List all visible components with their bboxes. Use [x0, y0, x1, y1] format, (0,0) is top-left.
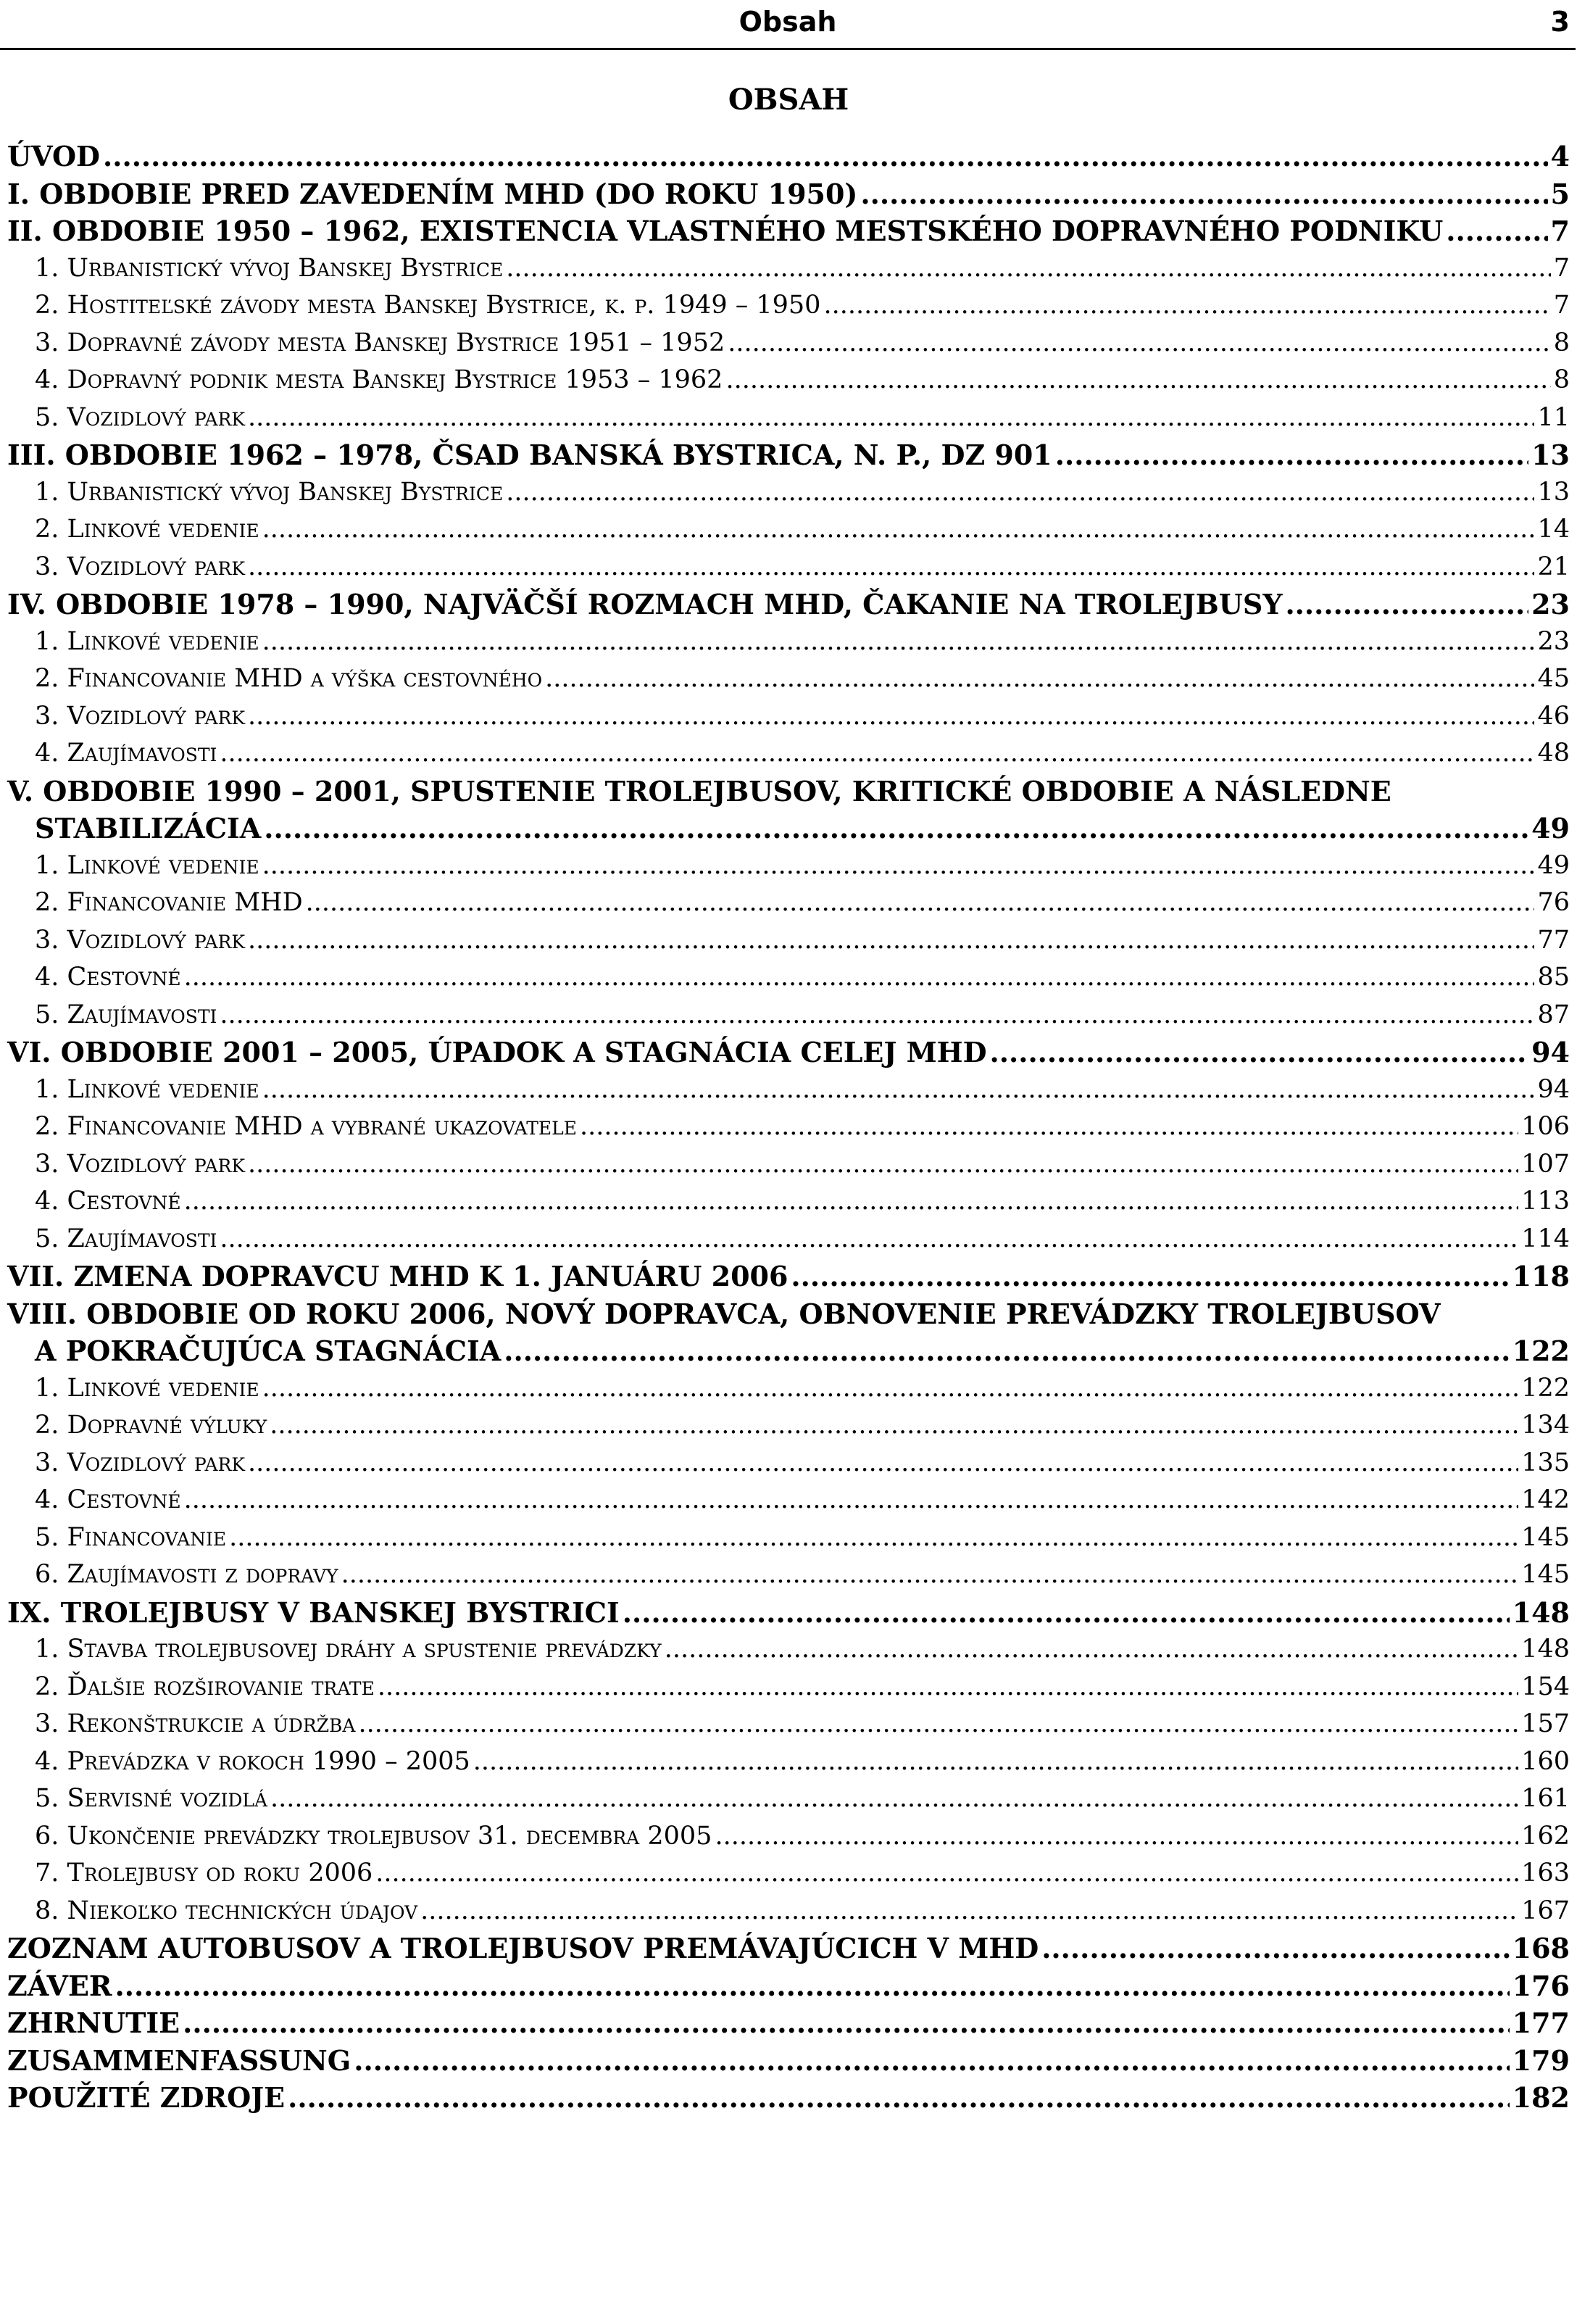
toc-page-number: 177 [1512, 2006, 1570, 2039]
toc-subentry[interactable] [7, 1855, 1570, 1893]
toc-leader-dots [506, 474, 1534, 512]
toc-entry-label: 1. Urbanistický vývoj Banskej Bystrice [35, 253, 504, 283]
toc-subentry[interactable] [7, 1519, 1570, 1557]
toc-entry-label: POUŽITÉ ZDROJE [7, 2081, 286, 2114]
toc-chapter-entry[interactable] [7, 175, 1570, 213]
toc-subentry[interactable] [7, 1780, 1570, 1818]
table-of-contents [7, 138, 1570, 2117]
toc-chapter-entry[interactable] [7, 138, 1570, 175]
toc-page-number: 157 [1521, 1709, 1570, 1738]
toc-page-number: 46 [1537, 701, 1570, 731]
toc-page-number: 122 [1521, 1373, 1570, 1403]
toc-page-number: 21 [1537, 552, 1570, 581]
toc-page-number: 148 [1512, 1595, 1570, 1629]
toc-leader-dots [248, 1146, 1518, 1184]
toc-entry-label: 4. Cestovné [35, 1187, 181, 1216]
toc-chapter-entry[interactable] [7, 773, 1570, 847]
toc-leader-dots [306, 884, 1535, 922]
toc-subentry[interactable] [7, 1743, 1570, 1781]
toc-page-number: 135 [1521, 1448, 1570, 1477]
toc-leader-dots [860, 175, 1547, 213]
toc-page-number: 8 [1553, 365, 1570, 394]
toc-entry-label: 3. Dopravné závody mesta Banskej Bystrice 1951 – 1952 [35, 328, 725, 357]
toc-leader-dots [506, 250, 1550, 288]
toc-page-number: 49 [1537, 850, 1570, 880]
toc-page-number: 48 [1537, 739, 1570, 768]
toc-chapter-entry[interactable] [7, 1295, 1570, 1370]
toc-entry-label: 3. Vozidlový park [35, 1149, 246, 1179]
toc-entry-label: III. OBDOBIE 1962 – 1978, ČSAD BANSKÁ BYSTRICA, N. P., DZ 901 [7, 439, 1052, 471]
toc-page-number: 4 [1550, 140, 1570, 173]
toc-page-number: 5 [1550, 177, 1570, 210]
toc-entry-line2 [7, 810, 1570, 847]
toc-page-number: 49 [1531, 812, 1570, 844]
toc-page-number: 13 [1531, 439, 1570, 471]
toc-page-number: 7 [1550, 215, 1570, 247]
toc-subentry[interactable] [7, 698, 1570, 736]
toc-page-number: 23 [1537, 626, 1570, 656]
toc-page-number: 145 [1521, 1522, 1570, 1552]
toc-page-number: 162 [1521, 1821, 1570, 1851]
toc-subentry[interactable] [7, 1183, 1570, 1221]
toc-subentry[interactable] [7, 250, 1570, 288]
toc-chapter-entry[interactable] [7, 212, 1570, 250]
toc-leader-dots [545, 660, 1534, 698]
toc-leader-dots [791, 1258, 1509, 1295]
toc-entry-label: 2. Linkové vedenie [35, 515, 259, 544]
toc-subentry[interactable] [7, 362, 1570, 399]
toc-subentry[interactable] [7, 623, 1570, 661]
toc-page-number: 142 [1521, 1485, 1570, 1514]
toc-entry-label: 2. Hostiteľské závody mesta Banskej Bystrice, k. p. 1949 – 1950 [35, 291, 821, 320]
toc-page-number: 94 [1531, 1036, 1570, 1068]
toc-subentry[interactable] [7, 1221, 1570, 1258]
toc-entry-label: 3. Vozidlový park [35, 552, 246, 581]
toc-page-number: 45 [1537, 664, 1570, 693]
toc-leader-dots [248, 1445, 1518, 1482]
toc-page-number: 161 [1521, 1784, 1570, 1813]
toc-leader-dots [375, 1855, 1518, 1893]
toc-subentry[interactable] [7, 474, 1570, 512]
toc-leader-dots [248, 399, 1534, 437]
toc-page-number: 168 [1512, 1932, 1570, 1964]
toc-subentry[interactable] [7, 884, 1570, 922]
toc-entry-label: 5. Servisné vozidlá [35, 1784, 268, 1813]
toc-page-number: 118 [1512, 1260, 1570, 1292]
toc-leader-dots [248, 698, 1534, 736]
toc-page-number: 14 [1537, 515, 1570, 544]
toc-leader-dots [270, 1407, 1518, 1445]
toc-leader-dots [623, 1594, 1510, 1632]
toc-entry-label: 1. Linkové vedenie [35, 626, 259, 656]
toc-leader-dots [262, 511, 1535, 549]
toc-entry-label: 1. Linkové vedenie [35, 1074, 259, 1104]
toc-leader-dots [990, 1034, 1529, 1071]
toc-chapter-entry[interactable] [7, 1034, 1570, 1071]
toc-page-number: 154 [1521, 1672, 1570, 1701]
toc-subentry[interactable] [7, 511, 1570, 549]
toc-entry-label: 5. Vozidlový park [35, 402, 246, 432]
toc-subentry[interactable] [7, 922, 1570, 960]
toc-entry-line1 [7, 773, 1570, 810]
toc-entry-label: 5. Zaujímavosti [35, 1224, 217, 1253]
toc-subentry[interactable] [7, 735, 1570, 773]
toc-leader-dots [264, 810, 1528, 847]
toc-entry-label: 1. Stavba trolejbusovej dráhy a spustenie prevádzky [35, 1635, 662, 1664]
toc-entry-label: 4. Cestovné [35, 1485, 181, 1514]
toc-subentry[interactable] [7, 1071, 1570, 1109]
toc-chapter-entry[interactable] [7, 586, 1570, 623]
toc-entry-label: 3. Rekonštrukcie a údržba [35, 1709, 356, 1738]
toc-leader-dots [220, 1221, 1518, 1258]
toc-page-number: 13 [1537, 477, 1570, 507]
toc-leader-dots [728, 325, 1550, 362]
toc-subentry[interactable] [7, 1482, 1570, 1519]
toc-entry-label: 4. Prevádzka v rokoch 1990 – 2005 [35, 1746, 470, 1776]
toc-subentry[interactable] [7, 1818, 1570, 1856]
toc-page-number: 182 [1512, 2081, 1570, 2114]
toc-entry-label: 2. Dopravné výluky [35, 1411, 267, 1440]
toc-entry-label-continued: STABILIZÁCIA [35, 812, 262, 844]
toc-entry-line2 [7, 1332, 1570, 1370]
toc-entry-label: 2. Ďalšie rozširovanie trate [35, 1672, 375, 1701]
toc-subentry[interactable] [7, 1669, 1570, 1706]
toc-page-number: 176 [1512, 1969, 1570, 2002]
toc-subentry[interactable] [7, 1146, 1570, 1184]
toc-page-number: 163 [1521, 1859, 1570, 1888]
toc-chapter-entry[interactable] [7, 2004, 1570, 2042]
toc-page-number: 106 [1521, 1112, 1570, 1141]
toc-entry-label: 8. Niekoľko technických údajov [35, 1896, 418, 1925]
toc-leader-dots [504, 1332, 1509, 1370]
toc-entry-label: IV. OBDOBIE 1978 – 1990, NAJVÄČŠÍ ROZMACH MHD, ČAKANIE NA TROLEJBUSY [7, 588, 1283, 621]
toc-leader-dots [473, 1743, 1518, 1781]
toc-subentry[interactable] [7, 997, 1570, 1034]
toc-page-number: 107 [1521, 1149, 1570, 1179]
toc-entry-line1 [7, 1295, 1570, 1333]
toc-entry-label: 6. Ukončenie prevádzky trolejbusov 31. decembra 2005 [35, 1821, 712, 1851]
toc-page-number: 7 [1553, 253, 1570, 283]
toc-subentry[interactable] [7, 959, 1570, 997]
toc-subentry[interactable] [7, 1407, 1570, 1445]
toc-entry-label: ZUSAMMENFASSUNG [7, 2043, 351, 2077]
toc-chapter-entry[interactable] [7, 1594, 1570, 1632]
toc-chapter-entry[interactable] [7, 1967, 1570, 2005]
toc-leader-dots [1446, 212, 1547, 250]
toc-page-number: 179 [1512, 2043, 1570, 2077]
toc-entry-label: 3. Vozidlový park [35, 925, 246, 955]
toc-subentry[interactable] [7, 1631, 1570, 1669]
toc-leader-dots [378, 1669, 1518, 1706]
toc-entry-label: 5. Zaujímavosti [35, 1000, 217, 1029]
toc-leader-dots [248, 922, 1534, 960]
toc-page-number: 23 [1531, 588, 1570, 621]
toc-entry-label: VIII. OBDOBIE OD ROKU 2006, NOVÝ DOPRAVCA, OBNOVENIE PREVÁDZKY TROLEJBUSOV [7, 1297, 1441, 1330]
toc-chapter-entry[interactable] [7, 2079, 1570, 2117]
toc-leader-dots [184, 1183, 1519, 1221]
toc-leader-dots [220, 997, 1534, 1034]
toc-page-number: 76 [1537, 888, 1570, 917]
toc-leader-dots [359, 1706, 1519, 1743]
toc-entry-label: 2. Financovanie MHD [35, 888, 303, 917]
toc-subentry[interactable] [7, 399, 1570, 437]
toc-leader-dots [1055, 436, 1528, 474]
toc-entry-label: 2. Financovanie MHD a výška cestovného [35, 664, 543, 693]
toc-subentry[interactable] [7, 287, 1570, 325]
toc-page-number: 7 [1553, 291, 1570, 320]
toc-page-number: 122 [1512, 1335, 1570, 1367]
toc-page-number: 134 [1521, 1411, 1570, 1440]
toc-leader-dots [420, 1893, 1518, 1930]
toc-subentry[interactable] [7, 1370, 1570, 1408]
toc-leader-dots [341, 1556, 1519, 1594]
toc-chapter-entry[interactable] [7, 2042, 1570, 2080]
toc-entry-label-continued: A POKRAČUJÚCA STAGNÁCIA [35, 1335, 502, 1367]
toc-subentry[interactable] [7, 1445, 1570, 1482]
toc-entry-label: 3. Vozidlový park [35, 701, 246, 731]
toc-page-number: 87 [1537, 1000, 1570, 1029]
toc-entry-label: 4. Zaujímavosti [35, 739, 217, 768]
toc-subentry[interactable] [7, 847, 1570, 885]
toc-leader-dots [580, 1108, 1518, 1146]
toc-page-number: 167 [1521, 1896, 1570, 1925]
toc-chapter-entry[interactable] [7, 1930, 1570, 1967]
toc-leader-dots [665, 1631, 1519, 1669]
toc-entry-label: 1. Linkové vedenie [35, 1373, 259, 1403]
toc-entry-label: V. OBDOBIE 1990 – 2001, SPUSTENIE TROLEJBUSOV, KRITICKÉ OBDOBIE A NÁSLEDNE [7, 774, 1391, 808]
toc-entry-label: VII. ZMENA DOPRAVCU MHD K 1. JANUÁRU 2006 [7, 1260, 788, 1292]
page-header [0, 0, 1576, 50]
toc-subentry[interactable] [7, 549, 1570, 586]
toc-title: OBSAH [728, 83, 849, 117]
toc-leader-dots [262, 847, 1535, 885]
toc-leader-dots [1285, 586, 1528, 623]
toc-subentry[interactable] [7, 1556, 1570, 1594]
toc-leader-dots [725, 362, 1550, 399]
toc-leader-dots [715, 1818, 1518, 1856]
toc-entry-label: 6. Zaujímavosti z dopravy [35, 1560, 338, 1589]
toc-leader-dots [262, 623, 1535, 661]
toc-page-number: 160 [1521, 1746, 1570, 1776]
toc-leader-dots [184, 1482, 1519, 1519]
toc-page-number: 94 [1537, 1074, 1570, 1104]
toc-leader-dots [103, 138, 1548, 175]
toc-leader-dots [220, 735, 1534, 773]
toc-leader-dots [262, 1071, 1535, 1109]
header-page-number: 3 [1550, 6, 1570, 38]
toc-leader-dots [184, 959, 1535, 997]
toc-page-number: 114 [1521, 1224, 1570, 1253]
toc-entry-label: 7. Trolejbusy od roku 2006 [35, 1859, 373, 1888]
toc-page-number: 85 [1537, 963, 1570, 992]
toc-entry-label: 1. Urbanistický vývoj Banskej Bystrice [35, 477, 504, 507]
toc-leader-dots [183, 2004, 1510, 2042]
toc-leader-dots [248, 549, 1534, 586]
toc-entry-label: 2. Financovanie MHD a vybrané ukazovatele [35, 1112, 578, 1141]
toc-subentry[interactable] [7, 660, 1570, 698]
toc-leader-dots [229, 1519, 1518, 1557]
toc-page-number: 113 [1521, 1187, 1570, 1216]
toc-chapter-entry[interactable] [7, 1258, 1570, 1295]
toc-subentry[interactable] [7, 325, 1570, 362]
toc-entry-label: 5. Financovanie [35, 1522, 227, 1552]
toc-leader-dots [270, 1780, 1518, 1818]
toc-subentry[interactable] [7, 1706, 1570, 1743]
toc-entry-label: 1. Linkové vedenie [35, 850, 259, 880]
toc-leader-dots [823, 287, 1550, 325]
toc-page-number: 148 [1521, 1635, 1570, 1664]
toc-entry-label: ZHRNUTIE [7, 2006, 180, 2039]
toc-entry-label: ZOZNAM AUTOBUSOV A TROLEJBUSOV PREMÁVAJÚCICH V MHD [7, 1932, 1039, 1964]
header-title: Obsah [738, 6, 837, 38]
toc-entry-label: IX. TROLEJBUSY V BANSKEJ BYSTRICI [7, 1595, 620, 1629]
toc-leader-dots [288, 2079, 1510, 2117]
toc-leader-dots [262, 1370, 1519, 1408]
toc-entry-label: ÚVOD [7, 140, 101, 173]
toc-page-number: 11 [1537, 402, 1570, 432]
toc-chapter-entry[interactable] [7, 436, 1570, 474]
toc-subentry[interactable] [7, 1108, 1570, 1146]
toc-page-number: 145 [1521, 1560, 1570, 1589]
toc-page-number: 77 [1537, 925, 1570, 955]
toc-leader-dots [1041, 1930, 1509, 1967]
toc-entry-label: 4. Cestovné [35, 963, 181, 992]
toc-leader-dots [115, 1967, 1510, 2005]
toc-leader-dots [354, 2042, 1509, 2080]
toc-entry-label: I. OBDOBIE PRED ZAVEDENÍM MHD (DO ROKU 1950) [7, 177, 858, 210]
toc-entry-label: 4. Dopravný podnik mesta Banskej Bystrice 1953 – 1962 [35, 365, 723, 394]
toc-subentry[interactable] [7, 1893, 1570, 1930]
toc-entry-label: II. OBDOBIE 1950 – 1962, EXISTENCIA VLASTNÉHO MESTSKÉHO DOPRAVNÉHO PODNIKU [7, 215, 1444, 247]
toc-page-number: 8 [1553, 328, 1570, 357]
toc-entry-label: 3. Vozidlový park [35, 1448, 246, 1477]
toc-entry-label: VI. OBDOBIE 2001 – 2005, ÚPADOK A STAGNÁCIA CELEJ MHD [7, 1036, 987, 1068]
toc-entry-label: ZÁVER [7, 1969, 112, 2002]
